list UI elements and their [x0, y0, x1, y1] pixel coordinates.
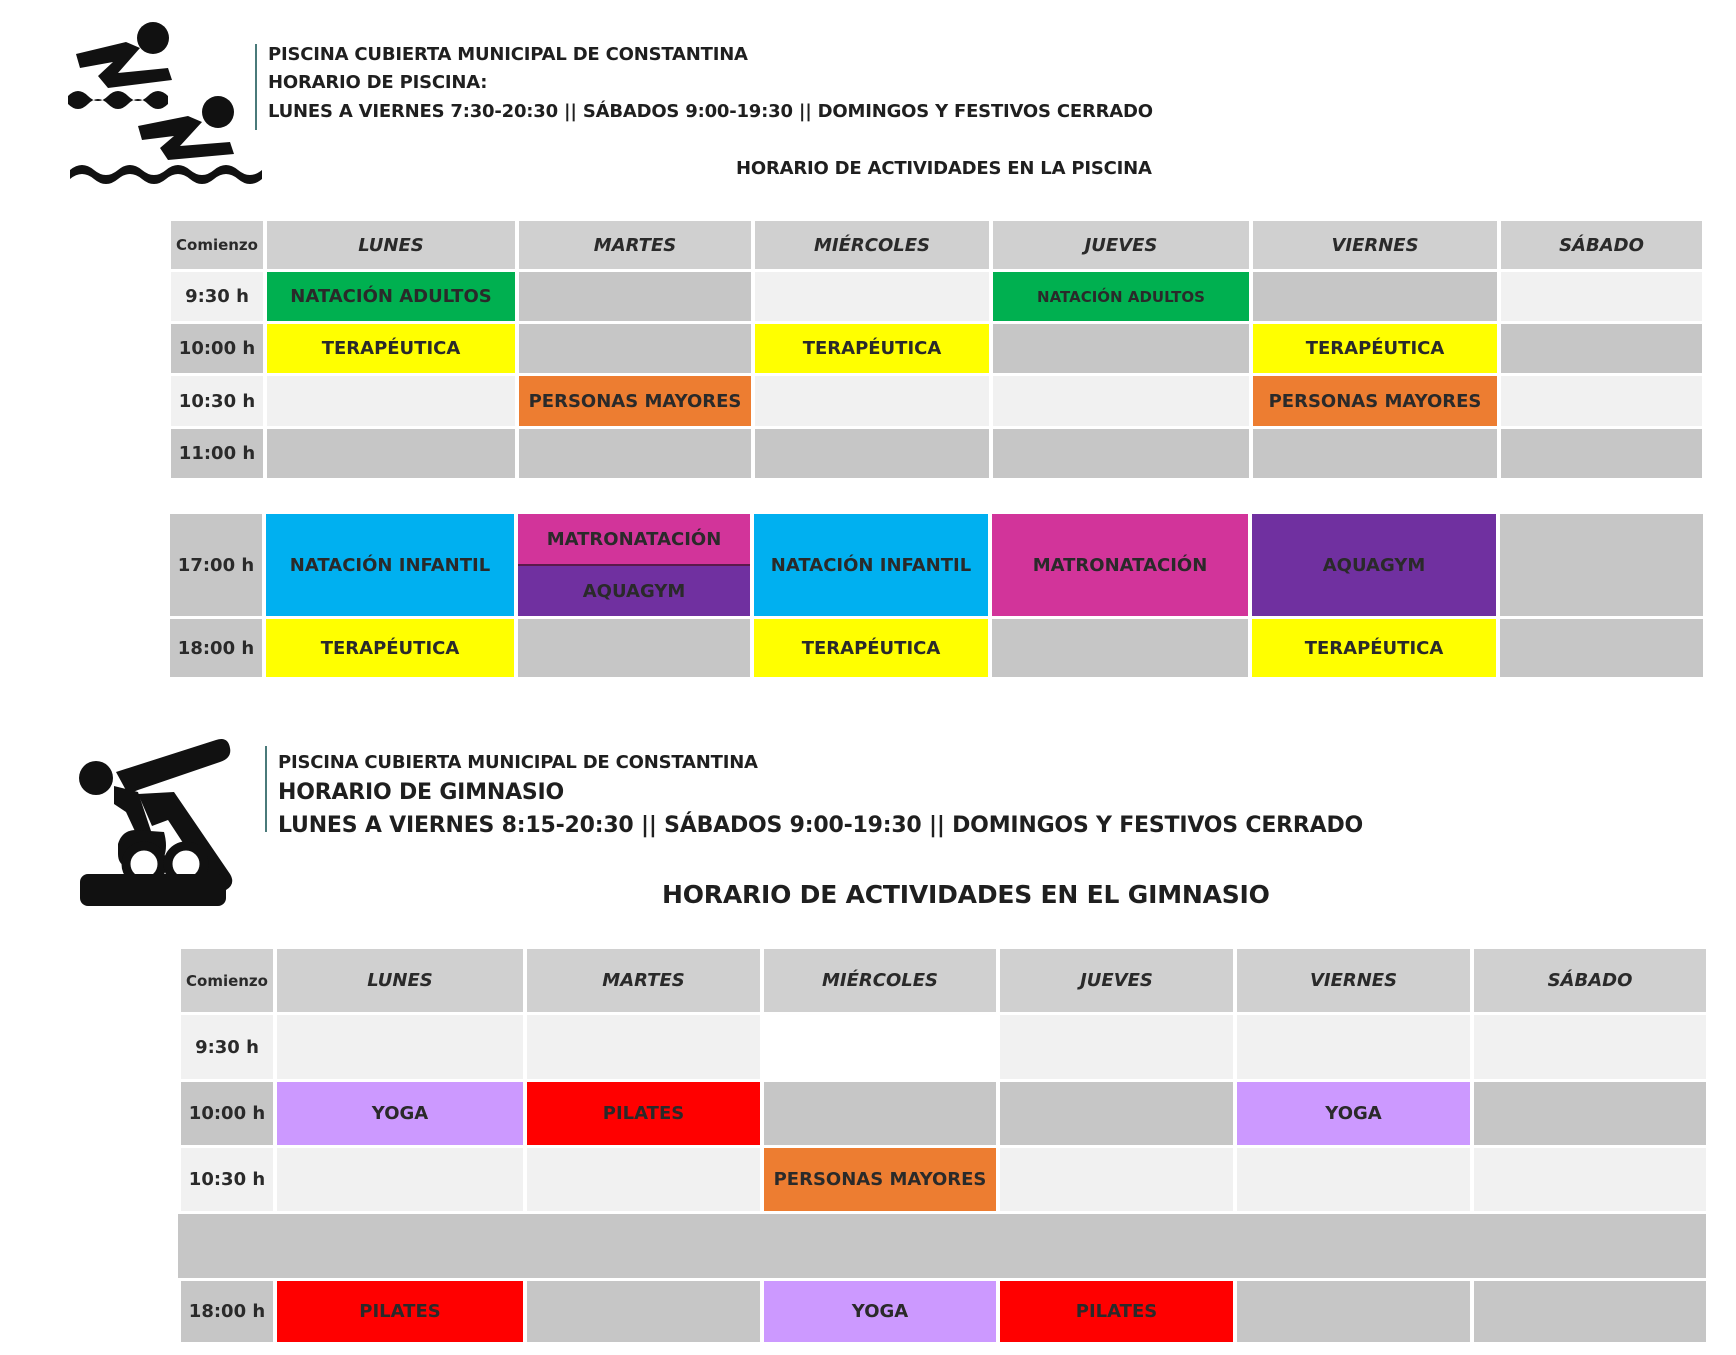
column-header: MIÉRCOLES: [755, 221, 989, 269]
column-header: LUNES: [277, 949, 523, 1012]
activity-cell: [1501, 272, 1702, 321]
activity-cell: [1237, 1148, 1470, 1211]
time-cell: 10:00 h: [181, 1082, 273, 1145]
activity-cell: AQUAGYM: [518, 566, 750, 616]
activity-cell: YOGA: [764, 1281, 996, 1342]
pool-afternoon-table: [170, 514, 1707, 677]
activity-cell: [277, 1015, 523, 1079]
activity-cell: PERSONAS MAYORES: [519, 376, 751, 426]
column-header: MARTES: [519, 221, 751, 269]
activity-cell: NATACIÓN INFANTIL: [266, 514, 514, 616]
activity-cell: [993, 429, 1249, 478]
gym-opening-hours: LUNES A VIERNES 8:15-20:30 || SÁBADOS 9:00-19:30 || DOMINGOS Y FESTIVOS CERRADO: [278, 813, 1364, 838]
time-cell: 18:00 h: [170, 619, 262, 677]
activity-cell: [993, 376, 1249, 426]
activity-cell: [1000, 1015, 1233, 1079]
activity-cell: MATRONATACIÓN: [992, 514, 1248, 616]
column-header: JUEVES: [1000, 949, 1233, 1012]
activity-cell: [993, 324, 1249, 373]
activity-cell: [764, 1082, 996, 1145]
activity-cell: [1000, 1082, 1233, 1145]
column-header: MARTES: [527, 949, 760, 1012]
pool-schedule-title: HORARIO DE ACTIVIDADES EN LA PISCINA: [736, 158, 1152, 179]
time-cell: 10:00 h: [171, 324, 263, 373]
activity-cell: [755, 429, 989, 478]
gym-table: [181, 949, 1706, 1342]
time-cell: 10:30 h: [171, 376, 263, 426]
activity-cell: [1474, 1148, 1706, 1211]
activity-cell: PERSONAS MAYORES: [1253, 376, 1497, 426]
gym-schedule-title: HORARIO DE ACTIVIDADES EN EL GIMNASIO: [662, 880, 1270, 909]
activity-cell: [527, 1148, 760, 1211]
activity-cell: [764, 1015, 996, 1079]
column-header: Comienzo: [181, 949, 273, 1012]
column-header: SÁBADO: [1474, 949, 1706, 1012]
activity-cell: [1237, 1015, 1470, 1079]
activity-cell: PILATES: [1000, 1281, 1233, 1342]
activity-cell: [1474, 1082, 1706, 1145]
activity-cell: [1474, 1281, 1706, 1342]
header-divider: [265, 746, 267, 832]
column-header: SÁBADO: [1501, 221, 1702, 269]
activity-cell: [277, 1148, 523, 1211]
time-cell: 11:00 h: [171, 429, 263, 478]
pool-facility-name: PISCINA CUBIERTA MUNICIPAL DE CONSTANTINA: [268, 44, 748, 65]
gym-hours-label: HORARIO DE GIMNASIO: [278, 780, 565, 805]
pool-morning-table: [171, 221, 1706, 478]
column-header: VIERNES: [1237, 949, 1470, 1012]
activity-cell: [267, 429, 515, 478]
activity-cell: [1501, 429, 1702, 478]
pool-opening-hours: LUNES A VIERNES 7:30-20:30 || SÁBADOS 9:00-19:30 || DOMINGOS Y FESTIVOS CERRADO: [268, 101, 1153, 122]
activity-cell: TERAPÉUTICA: [754, 619, 988, 677]
activity-cell: [992, 619, 1248, 677]
activity-cell: MATRONATACIÓN: [518, 514, 750, 566]
column-header: VIERNES: [1253, 221, 1497, 269]
activity-cell: [1253, 272, 1497, 321]
activity-cell: YOGA: [1237, 1082, 1470, 1145]
activity-cell: TERAPÉUTICA: [267, 324, 515, 373]
activity-cell: AQUAGYM: [1252, 514, 1496, 616]
activity-cell: [519, 429, 751, 478]
time-cell: 17:00 h: [170, 514, 262, 616]
activity-cell: PILATES: [527, 1082, 760, 1145]
activity-cell: [1237, 1281, 1470, 1342]
activity-cell: TERAPÉUTICA: [266, 619, 514, 677]
activity-cell: [519, 324, 751, 373]
column-header: MIÉRCOLES: [764, 949, 996, 1012]
column-header: LUNES: [267, 221, 515, 269]
activity-cell: NATACIÓN ADULTOS: [267, 272, 515, 321]
activity-cell: NATACIÓN INFANTIL: [754, 514, 988, 616]
column-header: Comienzo: [171, 221, 263, 269]
weightlifter-icon: [78, 734, 252, 910]
activity-cell: [518, 619, 750, 677]
activity-cell: [527, 1281, 760, 1342]
activity-cell: [267, 376, 515, 426]
activity-cell: [755, 376, 989, 426]
activity-cell-split: [518, 514, 750, 616]
activity-cell: PILATES: [277, 1281, 523, 1342]
time-cell: 9:30 h: [171, 272, 263, 321]
activity-cell: [1253, 429, 1497, 478]
activity-cell: [1501, 376, 1702, 426]
activity-cell: [755, 272, 989, 321]
activity-cell: [1501, 324, 1702, 373]
time-cell: 9:30 h: [181, 1015, 273, 1079]
activity-cell: TERAPÉUTICA: [1253, 324, 1497, 373]
activity-cell: YOGA: [277, 1082, 523, 1145]
header-divider: [255, 44, 257, 130]
activity-cell: [1000, 1148, 1233, 1211]
separator-band: [178, 1214, 1706, 1278]
activity-cell: PERSONAS MAYORES: [764, 1148, 996, 1211]
time-cell: 10:30 h: [181, 1148, 273, 1211]
swimmers-icon: [68, 18, 263, 190]
activity-cell: TERAPÉUTICA: [755, 324, 989, 373]
activity-cell: [1474, 1015, 1706, 1079]
gym-facility-name: PISCINA CUBIERTA MUNICIPAL DE CONSTANTINA: [278, 752, 758, 773]
activity-cell: [1500, 619, 1703, 677]
activity-cell: [527, 1015, 760, 1079]
activity-cell: [519, 272, 751, 321]
activity-cell: NATACIÓN ADULTOS: [993, 272, 1249, 321]
activity-cell: TERAPÉUTICA: [1252, 619, 1496, 677]
pool-hours-label: HORARIO DE PISCINA:: [268, 72, 488, 93]
activity-cell: [1500, 514, 1703, 616]
column-header: JUEVES: [993, 221, 1249, 269]
time-cell: 18:00 h: [181, 1281, 273, 1342]
